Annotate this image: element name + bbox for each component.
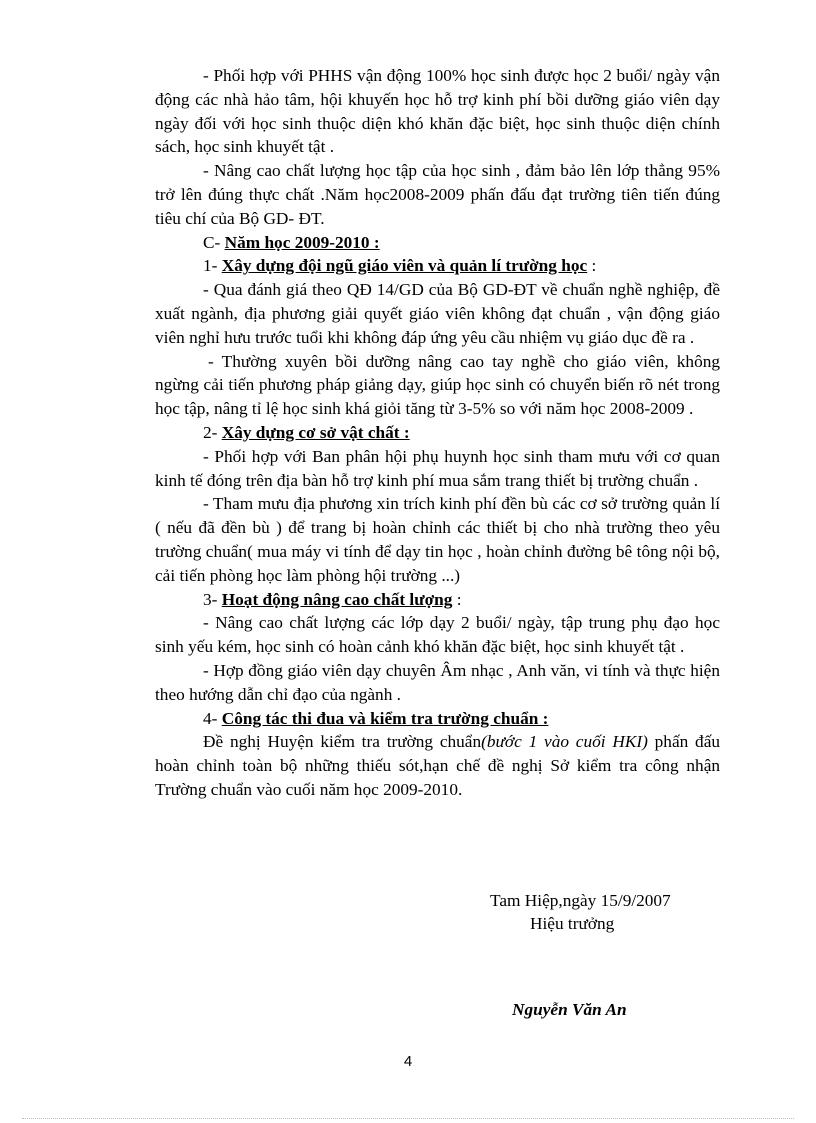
heading-1-suffix: : (587, 256, 597, 276)
signature-block (490, 889, 710, 935)
heading-1-title: Xây dựng đội ngũ giáo viên và quản lí trường học (221, 256, 588, 276)
paragraph-standard-inspection-start: Đề nghị Huyện kiểm tra trường chuẩn (203, 732, 482, 752)
signer-role: Hiệu trưởng (530, 914, 615, 933)
heading-3-prefix: 3- (203, 589, 222, 609)
heading-1-prefix: 1- (203, 256, 222, 276)
paragraph-learning-quality: - Nâng cao chất lượng học tập của học sinh , đảm bảo lên lớp thẳng 95% trở lên đúng thực chất .Năm học2008-2009 phấn đấu đạt trường tiên tiến đúng tiêu chí của Bộ GD- ĐT. (155, 161, 720, 228)
paragraph-standard-inspection (155, 730, 720, 801)
section-c-prefix: C- (203, 232, 225, 252)
heading-3-suffix: : (452, 589, 462, 609)
paragraph-local-funding: - Tham mưu địa phương xin trích kinh phí đền bù các cơ sở trường quản lí ( nếu đã đền bù ) để trang bị hoàn chỉnh các thiết bị cho nhà trường theo yêu trường chuẩn( mua máy vi tính để dạy tin học , hoàn chỉnh đường bê tông nội bộ, cải tiến phòng học làm phòng hội trường ...) (155, 494, 720, 585)
paragraph-standard-inspection-end: phấn đấu hoàn chỉnh toàn bộ những thiếu sót,hạn chế đề nghị Sở kiểm tra công nhận Trường chuẩn vào cuối năm học 2009-2010. (155, 732, 721, 799)
heading-2-title: Xây dựng cơ sở vật chất : (221, 422, 410, 442)
heading-2 (155, 421, 720, 445)
heading-4 (155, 707, 720, 731)
page-number: 4 (403, 1053, 413, 1070)
footer-divider (22, 1118, 794, 1119)
heading-1 (155, 254, 720, 278)
heading-3 (155, 588, 720, 612)
paragraph-two-session-classes: - Nâng cao chất lượng các lớp dạy 2 buổi/ ngày, tập trung phụ đạo học sinh yếu kém, học sinh có hoàn cảnh khó khăn đặc biệt, học sinh khuyết tật . (155, 613, 720, 657)
place-date: Tam Hiệp,ngày 15/9/2007 (490, 891, 671, 910)
paragraph-standards-evaluation: - Qua đánh giá theo QĐ 14/GD của Bộ GD-ĐT về chuẩn nghề nghiệp, đề xuất ngành, địa phương giải quyết giáo viên không đạt chuẩn , vận động giáo viên nghỉ hưu trước tuổi khi không đáp ứng yêu cầu nhiệm vụ giáo dục đề ra . (155, 280, 720, 347)
paragraph-teacher-training: - Thường xuyên bồi dưỡng nâng cao tay nghề cho giáo viên, không ngừng cải tiến phương pháp giảng dạy, giúp học sinh có chuyển biến rõ nét trong học tập, nâng tỉ lệ học sinh khá giỏi tăng từ 3-5% so với năm học 2008-2009 . (155, 351, 720, 419)
heading-4-title: Công tác thi đua và kiểm tra trường chuẩn : (221, 708, 549, 728)
signer-name: Nguyễn Văn An (512, 1000, 627, 1019)
paragraph-standard-inspection-note: (bước 1 vào cuối HKI) (481, 732, 648, 752)
section-c-heading (155, 231, 720, 255)
document-body (155, 64, 720, 802)
heading-3-title: Hoạt động nâng cao chất lượng (221, 589, 453, 609)
heading-4-prefix: 4- (203, 708, 222, 728)
paragraph-parent-cooperation: - Phối hợp với PHHS vận động 100% học sinh được học 2 buổi/ ngày vận động các nhà hảo tâm, hội khuyến học hỗ trợ kinh phí bồi dưỡng giáo viên dạy ngày đối với học sinh thuộc diện khó khăn đặc biệt, học sinh thuộc diện chính sách, học sinh khuyết tật . (155, 66, 720, 157)
heading-2-prefix: 2- (203, 422, 222, 442)
section-c-title: Năm học 2009-2010 : (224, 232, 380, 252)
paragraph-parent-association: - Phối hợp với Ban phân hội phụ huynh học sinh tham mưu với cơ quan kinh tế đóng trên địa bàn hỗ trợ kinh phí mua sắm trang thiết bị trường chuẩn . (155, 446, 720, 490)
paragraph-contract-teachers: - Hợp đồng giáo viên dạy chuyên Âm nhạc , Anh văn, vi tính và thực hiện theo hướng dẫn chỉ đạo của ngành . (155, 660, 720, 704)
